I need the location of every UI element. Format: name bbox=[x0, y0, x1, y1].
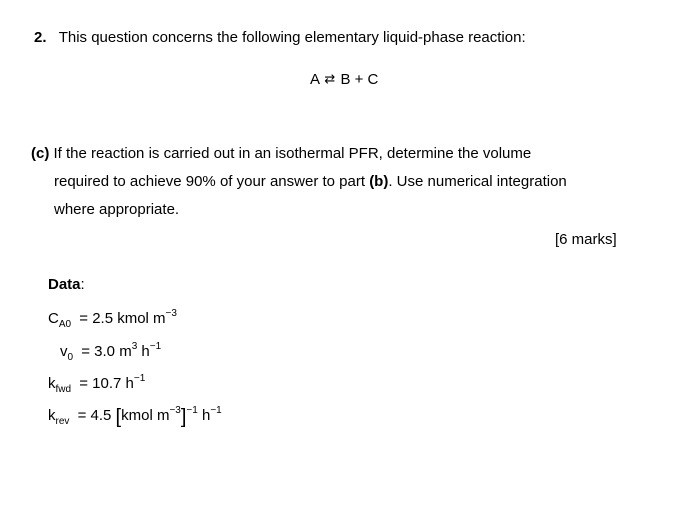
equals-sign: = bbox=[77, 407, 87, 424]
data-heading bbox=[48, 276, 85, 293]
data-symbol: k bbox=[48, 375, 56, 392]
data-item-krev bbox=[48, 405, 222, 429]
data-inner-exponent: −3 bbox=[169, 405, 181, 416]
data-tail: h bbox=[197, 407, 211, 424]
equals-sign: = bbox=[81, 343, 90, 360]
data-inner-unit: kmol m bbox=[121, 407, 170, 424]
part-c-label: (c) bbox=[31, 145, 50, 162]
data-exponent: 3 bbox=[131, 341, 138, 352]
bracket-open: [ bbox=[115, 406, 122, 428]
data-exponent: −3 bbox=[165, 308, 177, 319]
data-heading-colon: : bbox=[80, 276, 85, 293]
data-value: 4.5 bbox=[90, 407, 112, 424]
data-symbol: k bbox=[48, 407, 56, 424]
part-c-text-2b: . Use numerical integration bbox=[388, 173, 567, 190]
data-item-kfwd bbox=[48, 373, 145, 395]
data-subscript: rev bbox=[55, 416, 70, 427]
data-tail-exponent: −1 bbox=[210, 405, 222, 416]
data-symbol: v bbox=[60, 343, 68, 360]
part-c-line-3 bbox=[54, 201, 179, 218]
part-c-text-1: If the reaction is carried out in an isothermal PFR, determine the volume bbox=[53, 145, 532, 162]
data-item-ca0 bbox=[48, 308, 177, 330]
data-value: 10.7 h bbox=[92, 375, 134, 392]
question-number: 2. bbox=[34, 29, 47, 46]
equals-sign: = bbox=[79, 375, 88, 392]
reversible-arrow-icon: ⇄ bbox=[324, 71, 336, 86]
question-intro: This question concerns the following elementary liquid-phase reaction: bbox=[58, 29, 526, 46]
marks-label: [6 marks] bbox=[555, 231, 617, 248]
question-header bbox=[34, 29, 526, 46]
data-tail-exponent: −1 bbox=[149, 341, 162, 352]
part-c-line-2 bbox=[54, 173, 567, 190]
data-value: 2.5 kmol m bbox=[92, 310, 166, 327]
equals-sign: = bbox=[79, 310, 89, 327]
bracket-close: ] bbox=[180, 406, 187, 428]
data-subscript: A0 bbox=[58, 319, 72, 330]
reaction-products: B + C bbox=[340, 71, 379, 88]
data-heading-text: Data bbox=[48, 276, 81, 293]
part-c-text-3: where appropriate. bbox=[54, 201, 180, 218]
data-symbol: C bbox=[48, 310, 59, 327]
data-value: 3.0 m bbox=[94, 343, 132, 360]
part-c-line-1 bbox=[31, 145, 531, 162]
data-subscript: fwd bbox=[55, 384, 72, 395]
reaction-reactant: A bbox=[310, 71, 320, 88]
data-exponent: −1 bbox=[133, 373, 146, 384]
data-item-v0 bbox=[60, 341, 161, 363]
data-bracket-exponent: −1 bbox=[186, 405, 198, 416]
data-subscript: 0 bbox=[67, 352, 74, 363]
part-c-text-2a: required to achieve 90% of your answer to part bbox=[54, 173, 370, 190]
data-tail: h bbox=[137, 343, 150, 360]
reaction-equation bbox=[310, 71, 378, 88]
part-b-reference: (b) bbox=[369, 173, 389, 190]
